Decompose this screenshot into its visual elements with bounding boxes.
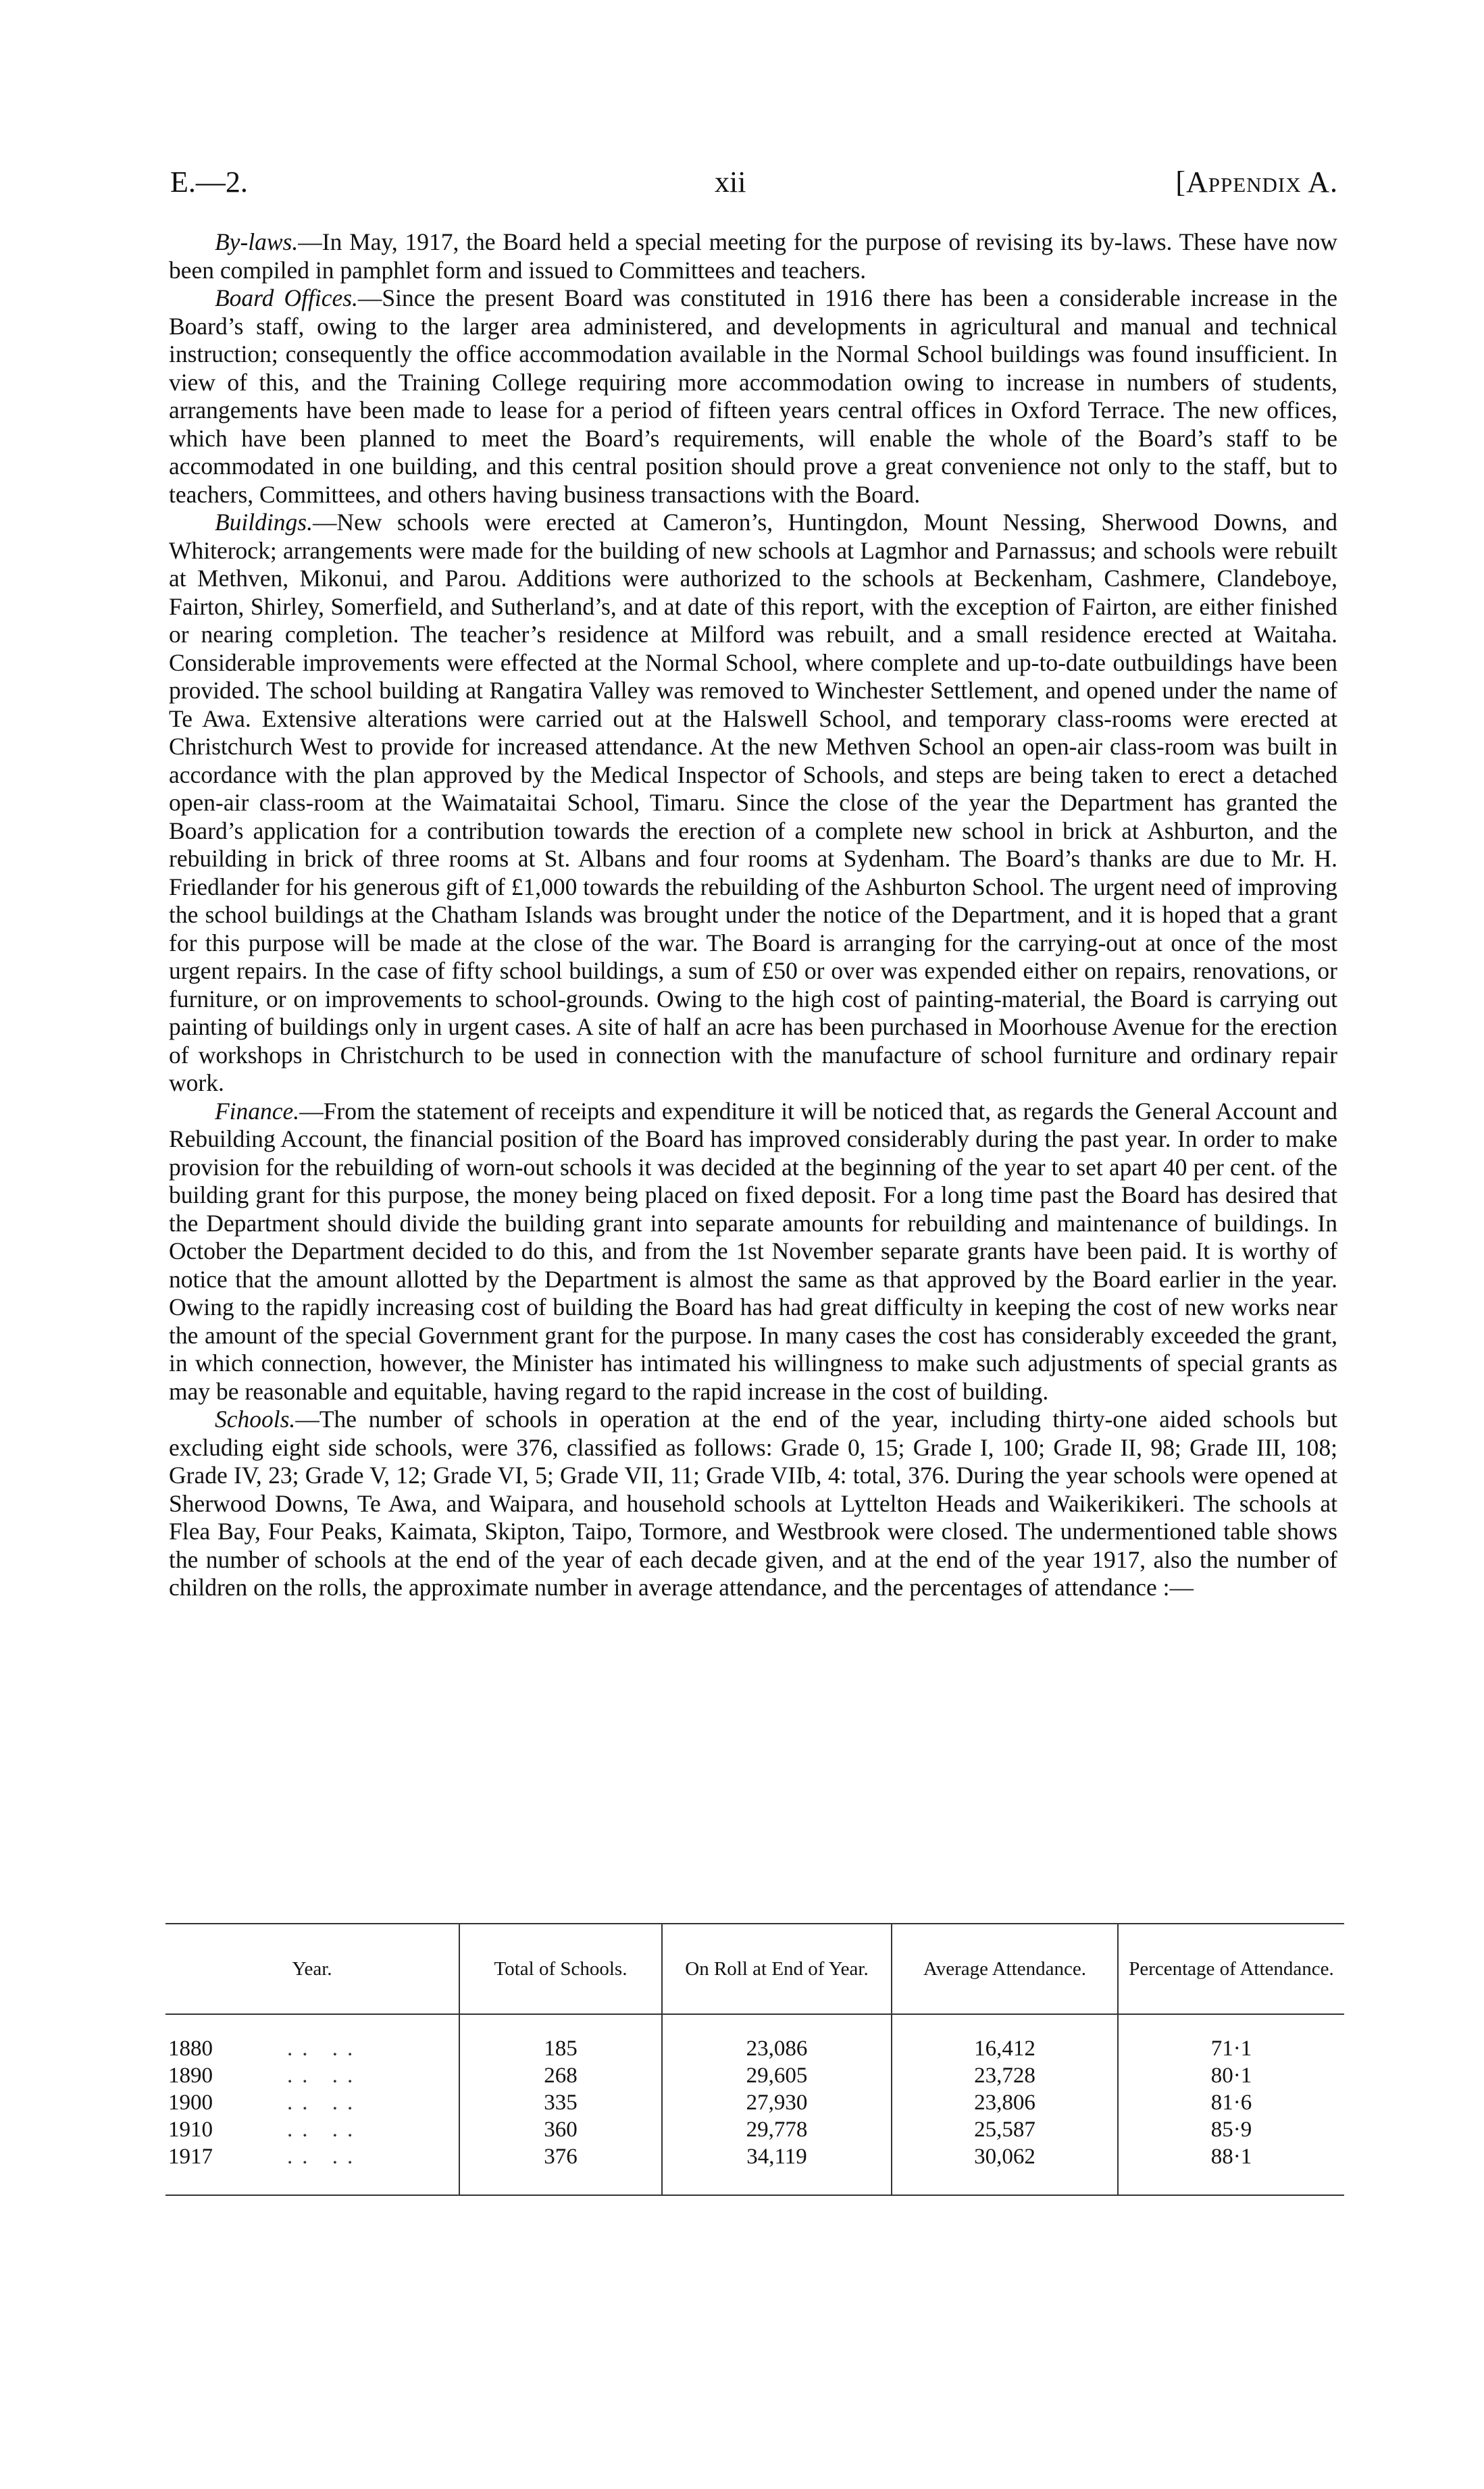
paragraph-text: —Since the present Board was constituted in 1916 there has been a considerable increase in the Board’s staff, owing to the larger area administered, and developments in agricultural and manual and technical instruction; consequently the office accommodation available in the Normal School buildings was found insufficient. In view of this, and the Training College requiring more accommodation owing to increase in numbers of students, arrangements have been made to lease for a period of fifteen years central offices in Oxford Terrace. The new offices, which have been planned to meet the Board’s requirements, will enable the whole of the Board’s staff to be accommodated in one building, and this central position should prove a great convenience not only to the staff, but to teachers, Committees, and others having business transactions with the Board. [169,284,1337,508]
leader-dots: .. .. [287,2118,363,2142]
paragraph-heading: Schools. [215,1406,296,1433]
average-attendance-cell: 23,728 [892,2062,1118,2089]
schools-table [165,1923,1344,2196]
average-attendance-cell: 16,412 [892,2014,1118,2062]
table-row [165,2014,1344,2062]
paragraph-heading: Buildings. [215,509,313,536]
average-attendance-cell: 30,062 [892,2143,1118,2195]
total-schools-cell: 268 [459,2062,662,2089]
leader-dots: .. .. [287,2036,363,2061]
schools-table-container [165,1923,1344,2196]
paragraph-text: —In May, 1917, the Board held a special meeting for the purpose of revising its by-laws. These have now been compiled in pamphlet form and issued to Committees and teachers. [169,228,1337,284]
percentage-cell: 81·6 [1118,2089,1344,2116]
paragraph-finance [169,1098,1337,1406]
year-cell: 1890 .. .. [168,2063,363,2088]
on-roll-cell: 29,778 [662,2116,892,2143]
paragraph-heading: Finance. [215,1097,300,1125]
paragraph-text: —The number of schools in operation at the end of the year, including thirty-one aided schools but excluding eight side schools, were 376, classified as follows: Grade 0, 15; Grade I, 100; Grade II, 98; Grade III, 108; Grade IV, 23; Grade V, 12; Grade VI, 5; Grade VII, 11; Grade VIIb, 4: total, 376. During the year schools were opened at Sherwood Downs, Te Awa, and Waipara, and household schools at Lyttelton Heads and Waikerikikeri. The schools at Flea Bay, Four Peaks, Kaimata, Skipton, Taipo, Tormore, and Westbrook were closed. The undermentioned table shows the number of schools at the end of the year of each decade given, and at the end of the year 1917, also the number of children on the rolls, the approximate number in average attendance, and the percentages of attendance :— [169,1406,1337,1601]
paragraph-text: —From the statement of receipts and expenditure it will be noticed that, as regards the General Account and Rebuilding Account, the financial position of the Board has improved considerably during the past year. In order to make provision for the rebuilding of worn-out schools it was decided at the beginning of the year to set apart 40 per cent. of the building grant for this purpose, the money being placed on fixed deposit. For a long time past the Board has desired that the Department should divide the building grant into separate amounts for rebuilding and maintenance of buildings. In October the Department decided to do this, and from the 1st November separate grants have been paid. It is worthy of notice that the amount allotted by the Department is almost the same as that approved by the Board earlier in the year. Owing to the rapidly increasing cost of building the Board has had great difficulty in keeping the cost of new works near the amount of the special Government grant for the purpose. In many cases the cost has considerably exceeded the grant, in which connection, however, the Minister has intimated his willingness to make such adjustments of special grants as may be reasonable and equitable, having regard to the rapid increase in the cost of building. [169,1097,1337,1405]
body-text [169,228,1337,1602]
header-year: Year. [165,1924,459,2014]
paragraph-heading: Board Offices. [215,284,358,311]
percentage-cell: 80·1 [1118,2062,1344,2089]
on-roll-cell: 29,605 [662,2062,892,2089]
on-roll-cell: 23,086 [662,2014,892,2062]
table-row [165,2116,1344,2143]
header-percentage-attendance: Percentage of Attendance. [1118,1924,1344,2014]
percentage-cell: 85·9 [1118,2116,1344,2143]
average-attendance-cell: 23,806 [892,2089,1118,2116]
paragraph-schools [169,1406,1337,1602]
paragraph-buildings [169,509,1337,1098]
table-row [165,2143,1344,2195]
total-schools-cell: 335 [459,2089,662,2116]
percentage-cell: 88·1 [1118,2143,1344,2195]
paragraph-board-offices [169,284,1337,509]
year-cell: 1917 .. .. [165,2143,459,2195]
year-cell: 1880 .. .. [168,2036,363,2061]
header-on-roll: On Roll at End of Year. [662,1924,892,2014]
table-row [165,2089,1344,2116]
year-cell: 1900 .. .. [168,2090,363,2115]
percentage-cell: 71·1 [1118,2014,1344,2062]
header-total-schools: Total of Schools. [459,1924,662,2014]
total-schools-cell: 185 [459,2014,662,2062]
page-header [0,165,1484,205]
on-roll-cell: 34,119 [662,2143,892,2195]
table-row [165,2062,1344,2089]
leader-dots: .. .. [287,2063,363,2088]
header-average-attendance: Average Attendance. [892,1924,1118,2014]
paragraph-text: —New schools were erected at Cameron’s, Huntingdon, Mount Nessing, Sherwood Downs, and Whiterock; arrangements were made for the building of new schools at Lagmhor and Parnassus; and schools were rebuilt at Methven, Mikonui, and Parou. Additions were authorized to the schools at Beckenham, Cashmere, Clandeboye, Fairton, Shirley, Somerfield, and Sutherland’s, and at date of this report, with the exception of Fairton, are either finished or nearing completion. The teacher’s residence at Milford was rebuilt, and a small residence erected at Waitaha. Considerable improvements were effected at the Normal School, where complete and up-to-date outbuildings have been provided. The school building at Rangatira Valley was removed to Winchester Settlement, and opened under the name of Te Awa. Extensive alterations were carried out at the Halswell School, and temporary class-rooms were erected at Christchurch West to provide for increased attendance. At the new Methven School an open-air class-room was built in accordance with the plan approved by the Medical Inspector of Schools, and steps are being taken to erect a detached open-air class-room at the Waimataitai School, Timaru. Since the close of the year the Department has granted the Board’s application for a contribution towards the erection of a complete new school in brick at Ashburton, and the rebuilding in brick of three rooms at St. Albans and four rooms at Sydenham. The Board’s thanks are due to Mr. H. Friedlander for his generous gift of £1,000 towards the rebuilding of the Ashburton School. The urgent need of improving the school buildings at the Chatham Islands was brought under the notice of the Department, and it is hoped that a grant for this purpose will be made at the close of the war. The Board is arranging for the carrying-out at once of the most urgent repairs. In the case of fifty school buildings, a sum of £50 or over was expended either on repairs, renovations, or furniture, or on improvements to school-grounds. Owing to the high cost of painting-material, the Board is carrying out painting of buildings only in urgent cases. A site of half an acre has been purchased in Moorhouse Avenue for the erection of workshops in Christchurch to be used in connection with the manufacture of school furniture and ordinary repair work. [169,509,1337,1096]
paragraph-heading: By-laws. [215,228,299,255]
appendix-label: [Appendix A. [1175,165,1338,199]
total-schools-cell: 360 [459,2116,662,2143]
report-code: E.—2. [170,165,248,199]
leader-dots: .. .. [287,2090,363,2115]
year-cell: 1910 .. .. [168,2118,363,2142]
page-number: xii [715,165,746,199]
paragraph-by-laws [169,228,1337,284]
table-header-row [165,1924,1344,2014]
on-roll-cell: 27,930 [662,2089,892,2116]
leader-dots: .. .. [287,2145,363,2169]
average-attendance-cell: 25,587 [892,2116,1118,2143]
total-schools-cell: 376 [459,2143,662,2195]
